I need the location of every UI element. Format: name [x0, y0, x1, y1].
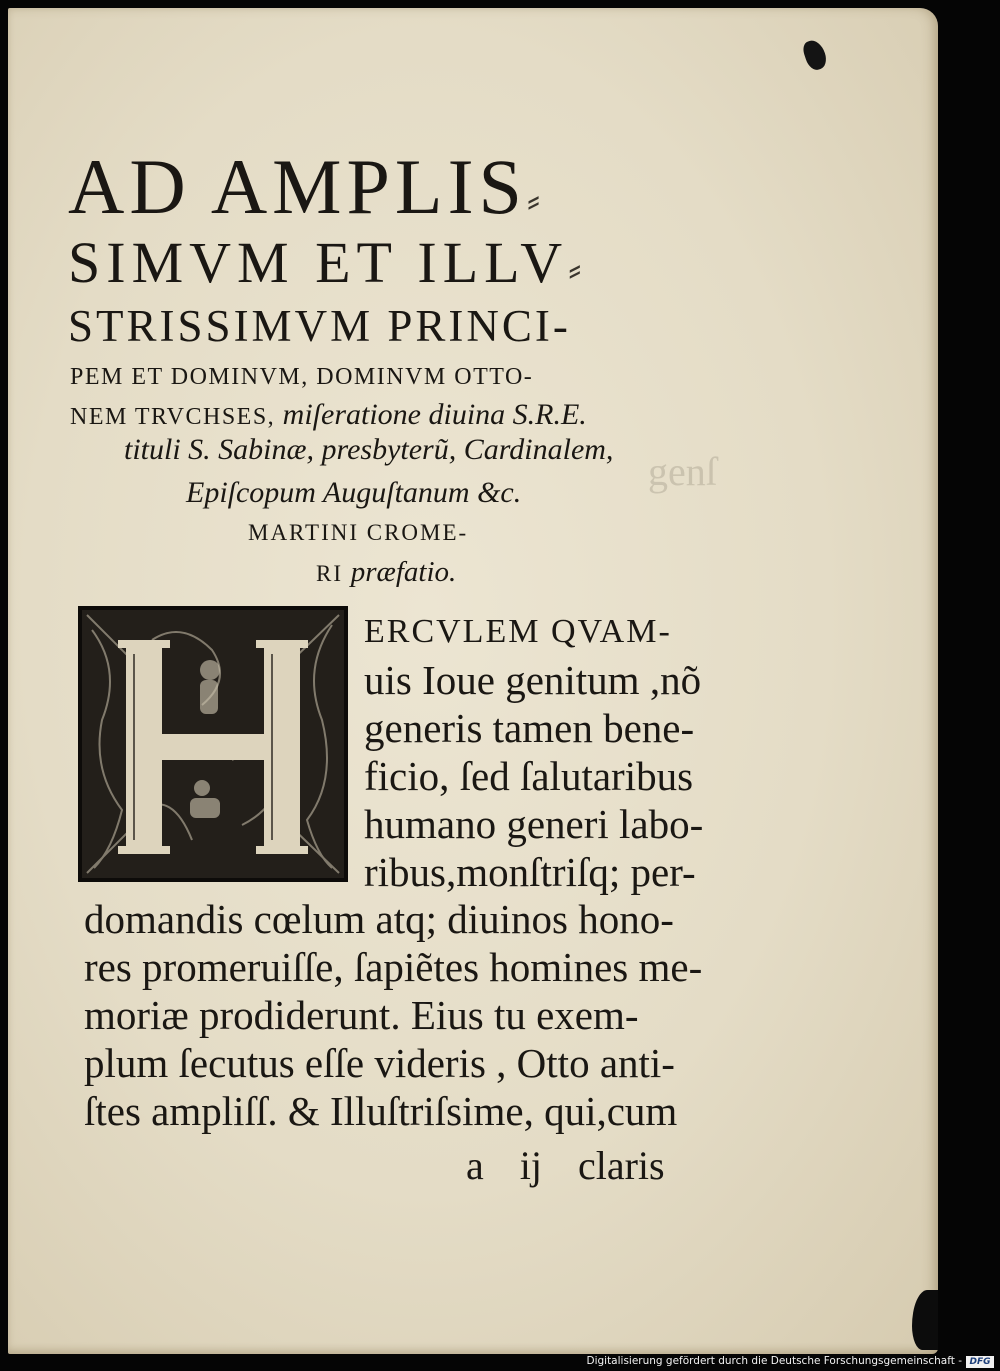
body-line-3: generis tamen bene-: [364, 705, 695, 751]
line-continuation-mark: ⸗: [526, 177, 546, 222]
title-line-7: Epiſcopum Auguſtanum &c.: [186, 476, 522, 509]
line-continuation-mark: ⸗: [568, 246, 588, 291]
digitization-credit: Digitalisierung gefördert durch die Deutsche Forschungsgemeinschaft -: [586, 1355, 962, 1367]
body-line-11: ſtes ampliſſ. & Illuſtriſsime, qui,cum: [84, 1088, 678, 1134]
body-line-8: res promeruiſſe, ſapiẽtes homines me-: [84, 944, 703, 990]
show-through-text: genſ: [648, 449, 717, 494]
body-line-5: humano generi labo-: [364, 801, 704, 847]
title-line-6: tituli S. Sabinæ, presbyterũ, Cardinalem,: [124, 433, 614, 466]
title-line-4: PEM ET DOMINVM, DOMINVM OTTO-: [70, 364, 534, 390]
title-line-1: AD AMPLIS⸗: [68, 143, 546, 230]
preface-line: RI præfatio.: [316, 556, 457, 588]
decorated-initial-h: [78, 606, 348, 882]
body-line-2: uis Ioue genitum ,nõ: [364, 657, 702, 703]
book-page: [8, 8, 938, 1354]
body-line-6: ribus,monſtriſq; per-: [364, 849, 696, 895]
title-line-5: NEM TRVCHSES, miſeratione diuina S.R.E.: [70, 398, 587, 431]
title-line-2: SIMVM ET ILLV⸗: [68, 230, 588, 295]
signature-catchword: a ij claris: [466, 1143, 665, 1188]
dfg-logo: DFG: [966, 1356, 994, 1368]
body-line-1: ERCVLEM QVAM-: [364, 613, 672, 650]
page-corner-shadow: [912, 1290, 938, 1350]
title-line-3: STRISSIMVM PRINCI-: [68, 301, 571, 351]
body-line-7: domandis cœlum atq; diuinos hono-: [84, 896, 674, 942]
body-line-10: plum ſecutus eſſe videris , Otto anti-: [84, 1040, 675, 1086]
paper-damage: [801, 38, 829, 73]
author-line: MARTINI CROME-: [248, 520, 469, 545]
body-line-4: ficio, ſed ſalutaribus: [364, 753, 694, 799]
body-line-9: moriæ prodiderunt. Eius tu exem-: [84, 992, 639, 1038]
